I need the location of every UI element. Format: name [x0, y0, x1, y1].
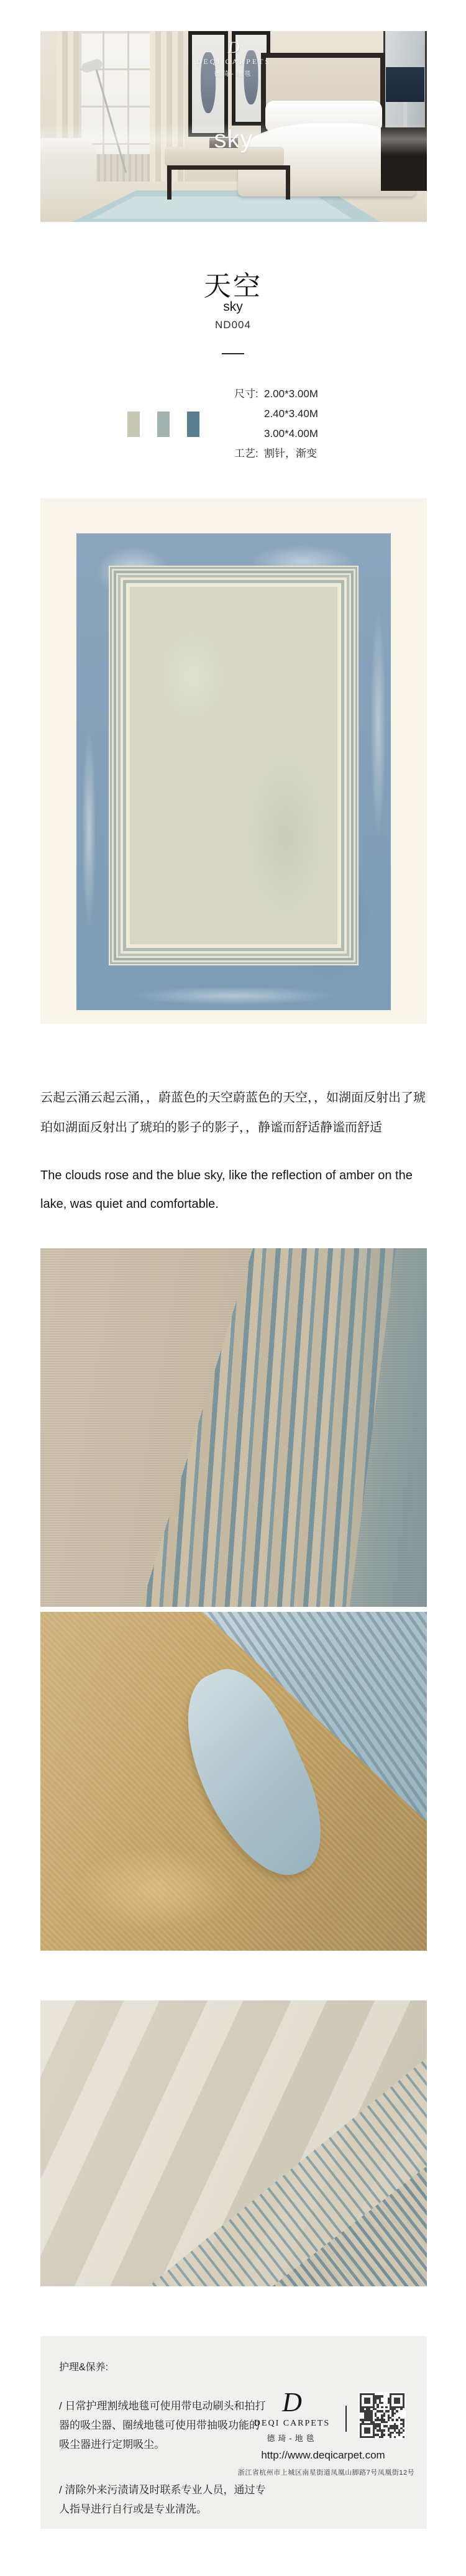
product-title-cn: 天空	[204, 271, 262, 301]
rug-center-field	[130, 587, 337, 944]
product-photo-panel	[40, 499, 427, 1024]
footer-brand-block	[252, 2389, 332, 2444]
brand-name-en: DEQI CARPETS	[254, 2419, 331, 2428]
brand-monogram-icon: D	[282, 2387, 302, 2417]
title-divider	[222, 353, 244, 354]
vertical-divider	[345, 2406, 347, 2432]
craft-label: 工艺:	[234, 448, 258, 459]
size-value-2: 2.40*3.40M	[264, 408, 318, 420]
hero-watermark-title: sky	[214, 125, 254, 153]
color-swatch-2	[157, 412, 170, 437]
footer-card	[40, 2336, 427, 2529]
rug-photo	[76, 533, 391, 1010]
description-en: The clouds rose and the blue sky, like the reflection of amber on the lake, was quiet and comfortable.	[40, 1169, 413, 1211]
color-swatch-1	[127, 412, 140, 437]
rug-etched-frame	[109, 566, 359, 965]
brand-monogram-icon: D	[227, 39, 240, 57]
description-cn: 云起云涌云起云涌，，蔚蓝色的天空蔚蓝色的天空，，如湖面反射出了琥珀如湖面反射出了琥珀的影子的影子，，静谧而舒适静谧而舒适	[40, 1091, 426, 1134]
hero-bench-frame	[167, 165, 290, 200]
detail-photo-1	[40, 1248, 427, 1607]
color-swatch-3	[187, 412, 199, 437]
detail-photo-2	[40, 1612, 427, 1951]
hero-watermark-band	[40, 123, 427, 155]
shade-overlay	[40, 1248, 427, 1607]
company-address: 浙江省杭州市上城区南星街道凤凰山脚路7号凤凰街12号	[237, 2469, 415, 2477]
website-link[interactable]: http://www.deqicarpet.com	[261, 2449, 385, 2461]
craft-value: 割针，渐变	[264, 448, 317, 459]
brand-name-cn: 德琦-地毯	[267, 2434, 318, 2443]
spec-list	[234, 384, 408, 464]
spec-craft-row	[234, 444, 408, 464]
detail-photo-3	[40, 2000, 427, 2286]
hero-bedroom-photo	[40, 31, 427, 222]
care-item-1: / 日常护理割绒地毯可使用带电动刷头和拍打器的吸尘器、圈绒地毯可使用带抽吸功能的吸尘器进行定期吸尘。	[59, 2400, 266, 2450]
size-value-1: 2.00*3.00M	[264, 388, 318, 400]
spec-size-row	[234, 384, 408, 404]
care-title: 护理&保养:	[59, 2362, 109, 2373]
brand-name-cn: 德琦-地毯	[214, 71, 254, 78]
size-value-3: 3.00*4.00M	[264, 428, 318, 439]
care-item-2: / 清除外来污渍请及时联系专业人员，通过专人指导进行自行或是专业清洗。	[59, 2484, 266, 2515]
product-title-en: sky	[223, 300, 243, 314]
size-label: 尺寸:	[234, 388, 258, 400]
qr-code	[359, 2392, 406, 2439]
product-code: ND004	[215, 319, 251, 331]
hero-brand-watermark	[40, 40, 427, 78]
brand-name-en: DEQI CARPETS	[196, 57, 272, 66]
